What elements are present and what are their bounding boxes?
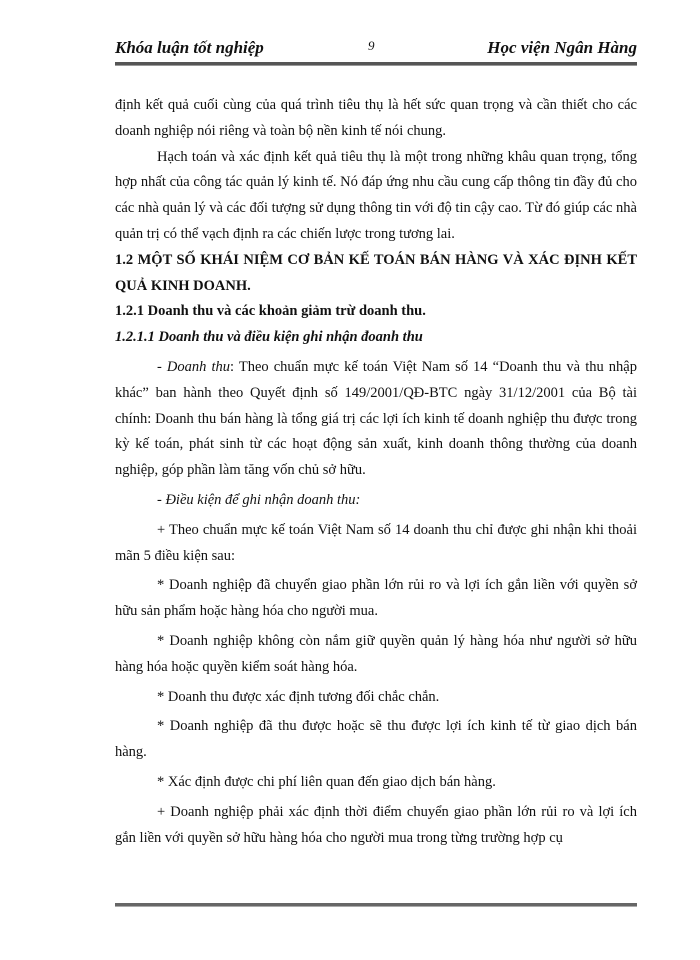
- condition-item-1: * Doanh nghiệp đã chuyển giao phần lớn rủi ro và lợi ích gắn liền với quyền sở hữu sản phẩm hoặc hàng hóa cho người mua.: [115, 577, 637, 620]
- condition-item-2: * Doanh nghiệp không còn nắm giữ quyền quản lý hàng hóa như người sở hữu hàng hóa hoặc quyền kiểm soát hàng hóa.: [115, 632, 637, 675]
- section-heading-1-2-1: 1.2.1 Doanh thu và các khoản giảm trừ doanh thu.: [115, 303, 426, 320]
- paragraph-continuation: định kết quả cuối cùng của quá trình tiêu thụ là hết sức quan trọng và cần thiết cho các doanh nghiệp nói riêng và toàn bộ nền kinh tế nói chung.: [115, 97, 637, 139]
- page-body: [115, 93, 637, 851]
- revenue-definition-text: : Theo chuẩn mực kế toán Việt Nam số 14 “Doanh thu và thu nhập khác” ban hành theo Quyết định số 149/2001/QĐ-BTC ngày 31/12/2001 của Bộ tài chính: Doanh thu bán hàng là tổng giá trị các lợi ích kinh tế doanh nghiệp thu được trong kỳ kế toán, phát sinh từ các hoạt động sản xuất, kinh doanh thông thường của doanh nghiệp, góp phần làm tăng vốn chủ sở hữu.: [115, 358, 637, 479]
- header-rule: [115, 62, 637, 66]
- revenue-label: - Doanh thu: [157, 358, 230, 375]
- section-heading-1-2-1-1: 1.2.1.1 Doanh thu và điều kiện ghi nhận đoanh thu: [115, 329, 423, 346]
- section-heading-1-2: 1.2 MỘT SỐ KHÁI NIỆM CƠ BẢN KẾ TOÁN BÁN HÀNG VÀ XÁC ĐỊNH KẾT QUẢ KINH DOANH.: [115, 251, 637, 294]
- paragraph-accounting: Hạch toán và xác định kết quả tiêu thụ là một trong những khâu quan trọng, tổng hợp nhất của công tác quản lý kinh tế. Nó đáp ứng nhu cầu cung cấp thông tin đầy đủ cho các nhà quản lý và các đối tượng sử dụng thông tin với độ tin cậy cao. Từ đó giúp các nhà quản trị có thể vạch định ra các chiến lược trong tương lai.: [115, 148, 637, 242]
- paragraph-revenue-definition: [115, 355, 637, 484]
- footer-rule: [115, 903, 637, 907]
- condition-item-3: * Doanh thu được xác định tương đối chắc chắn.: [157, 688, 440, 705]
- paragraph-conditions-intro: + Theo chuẩn mực kế toán Việt Nam số 14 doanh thu chỉ được ghi nhận khi thoải mãn 5 điều kiện sau:: [115, 521, 637, 564]
- condition-item-5: * Xác định được chi phí liên quan đến giao dịch bán hàng.: [157, 773, 496, 790]
- paragraph-transfer-timing: + Doanh nghiệp phải xác định thời điểm chuyển giao phần lớn rủi ro và lợi ích gắn liền với quyền sở hữu hàng hóa cho người mua trong từng trường hợp cụ: [115, 803, 637, 846]
- paragraph-conditions-heading: - Điều kiện để ghi nhận doanh thu:: [157, 491, 361, 508]
- header-thesis-title: Khóa luận tốt nghiệp: [115, 38, 264, 57]
- condition-item-4: * Doanh nghiệp đã thu được hoặc sẽ thu được lợi ích kinh tế từ giao dịch bán hàng.: [115, 718, 637, 761]
- header-institution: Học viện Ngân Hàng: [487, 38, 637, 57]
- page-number: 9: [368, 38, 375, 53]
